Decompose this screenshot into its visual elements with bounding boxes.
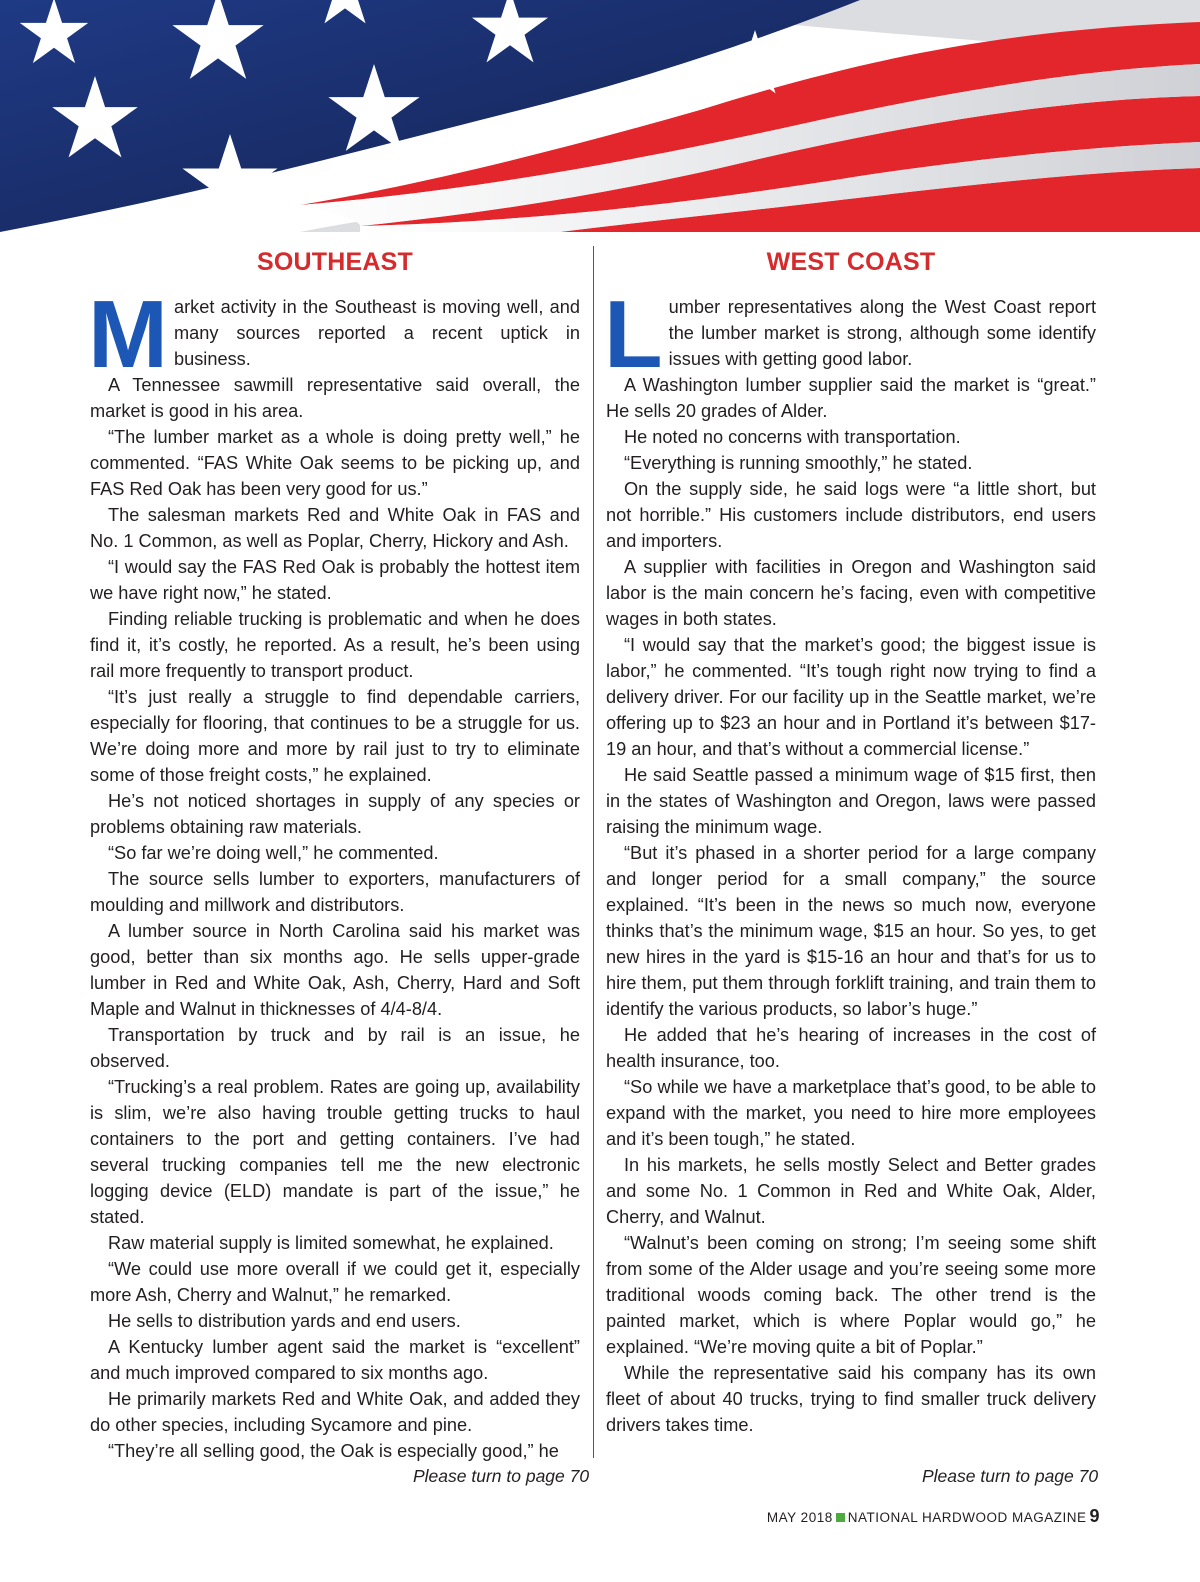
body-paragraph: He primarily markets Red and White Oak, and added they do other species, including Sycamore and pine. (90, 1389, 580, 1435)
body-paragraph: “But it’s phased in a shorter period for a large company and longer period for a small company,” the source explained. “It’s been in the news so much now, everyone thinks that’s the minimum wage, $15 an hour. So yes, to get new hires in the yard is $15-16 an hour and that’s for us to hire them, put them through forklift training, and train them to identify the various products, so labor’s huge.” (606, 843, 1096, 1019)
westcoast-lead-text: umber representatives along the West Coast report the lumber market is strong, although some identify issues with getting good labor. (668, 297, 1096, 369)
body-paragraph: A supplier with facilities in Oregon and Washington said labor is the main concern he’s facing, even with competitive wages in both states. (606, 557, 1096, 629)
westcoast-column (606, 244, 1096, 1438)
body-paragraph: “We could use more overall if we could get it, especially more Ash, Cherry and Walnut,” he remarked. (90, 1259, 580, 1305)
body-paragraph: In his markets, he sells mostly Select and Better grades and some No. 1 Common in Red and White Oak, Alder, Cherry, and Walnut. (606, 1155, 1096, 1227)
body-paragraph: Finding reliable trucking is problematic and when he does find it, it’s costly, he reported. As a result, he’s been using rail more frequently to transport product. (90, 609, 580, 681)
body-paragraph: “So while we have a marketplace that’s good, to be able to expand with the market, you need to hire more employees and it’s been tough,” he stated. (606, 1077, 1096, 1149)
body-paragraph: “I would say the FAS Red Oak is probably the hottest item we have right now,” he stated. (90, 557, 580, 603)
body-paragraph: A Kentucky lumber agent said the market is “excellent” and much improved compared to six months ago. (90, 1337, 580, 1383)
page-number: 9 (1089, 1506, 1100, 1526)
body-paragraph: He noted no concerns with transportation. (624, 427, 961, 447)
southeast-heading: SOUTHEAST (257, 248, 413, 276)
westcoast-heading: WEST COAST (766, 248, 936, 276)
body-paragraph: A lumber source in North Carolina said his market was good, better than six months ago. He sells upper-grade lumber in Red and White Oak, Ash, Cherry, Hard and Soft Maple and Walnut in thicknesses of 4/4-8/4. (90, 921, 580, 1019)
body-paragraph: A Tennessee sawmill representative said overall, the market is good in his area. (90, 375, 580, 421)
page-footer (767, 1505, 1100, 1529)
body-paragraph: While the representative said his company has its own fleet of about 40 trucks, trying to find smaller truck delivery drivers takes time. (606, 1363, 1096, 1435)
body-paragraph: The source sells lumber to exporters, manufacturers of moulding and millwork and distributors. (90, 869, 580, 915)
westcoast-body (606, 372, 1096, 1438)
body-paragraph: “They’re all selling good, the Oak is especially good,” he (108, 1441, 559, 1461)
american-flag-image (0, 0, 1200, 232)
body-paragraph: “Everything is running smoothly,” he stated. (624, 453, 973, 473)
body-paragraph: “So far we’re doing well,” he commented. (108, 843, 439, 863)
southeast-lead-text: arket activity in the Southeast is moving well, and many sources reported a recent uptick in business. (173, 297, 580, 369)
footer-square-icon (836, 1513, 845, 1522)
flag-banner (0, 0, 1200, 232)
body-paragraph: He said Seattle passed a minimum wage of $15 first, then in the states of Washington and Oregon, laws were passed raising the minimum wage. (606, 765, 1096, 837)
body-paragraph: “Walnut’s been coming on strong; I’m seeing some shift from some of the Alder usage and you’re seeing some more traditional woods coming back. The other trend is the painted market, which is where Poplar would go,” he explained. “We’re moving quite a bit of Poplar.” (606, 1233, 1096, 1357)
footer-issue: MAY 2018 (766, 1510, 833, 1525)
body-paragraph: Raw material supply is limited somewhat, he explained. (108, 1233, 554, 1253)
body-paragraph: A Washington lumber supplier said the market is “great.” He sells 20 grades of Alder. (606, 375, 1096, 421)
body-paragraph: “I would say that the market’s good; the biggest issue is labor,” he commented. “It’s tough right now trying to find a delivery driver. For our facility up in the Seattle market, we’re offering up to $23 an hour and in Portland it’s between $17-19 an hour, and that’s without a commercial license.” (606, 635, 1096, 759)
southeast-continued-link[interactable]: Please turn to page 70 (413, 1466, 590, 1486)
body-paragraph: “Trucking’s a real problem. Rates are going up, availability is slim, we’re also having trouble getting trucks to haul containers to the port and getting containers. I’ve had several trucking companies tell me the new electronic logging device (ELD) mandate is part of the issue,” he stated. (90, 1077, 580, 1227)
body-paragraph: “It’s just really a struggle to find dependable carriers, especially for flooring, that continues to be a struggle for us. We’re doing more and more by rail just to try to eliminate some of those freight costs,” he explained. (90, 687, 580, 785)
body-paragraph: On the supply side, he said logs were “a little short, but not horrible.” His customers include distributors, end users and importers. (606, 479, 1096, 551)
westcoast-lead-paragraph (604, 281, 1096, 388)
body-paragraph: He sells to distribution yards and end users. (108, 1311, 461, 1331)
footer-magazine: NATIONAL HARDWOOD MAGAZINE (847, 1510, 1087, 1525)
southeast-lead-paragraph (88, 281, 580, 388)
body-paragraph: He’s not noticed shortages in supply of any species or problems obtaining raw materials. (90, 791, 580, 837)
body-paragraph: Transportation by truck and by rail is an issue, he observed. (90, 1025, 580, 1071)
westcoast-continued-link[interactable]: Please turn to page 70 (922, 1466, 1099, 1486)
southeast-dropcap: M (88, 281, 168, 388)
southeast-body (90, 372, 580, 1464)
body-paragraph: The salesman markets Red and White Oak in FAS and No. 1 Common, as well as Poplar, Cherry, Hickory and Ash. (90, 505, 580, 551)
body-paragraph: He added that he’s hearing of increases in the cost of health insurance, too. (606, 1025, 1096, 1071)
column-divider (593, 246, 594, 1458)
body-paragraph: “The lumber market as a whole is doing pretty well,” he commented. “FAS White Oak seems to be picking up, and FAS Red Oak has been very good for us.” (90, 427, 580, 499)
westcoast-dropcap: L (604, 281, 663, 388)
southeast-column (90, 244, 580, 1464)
